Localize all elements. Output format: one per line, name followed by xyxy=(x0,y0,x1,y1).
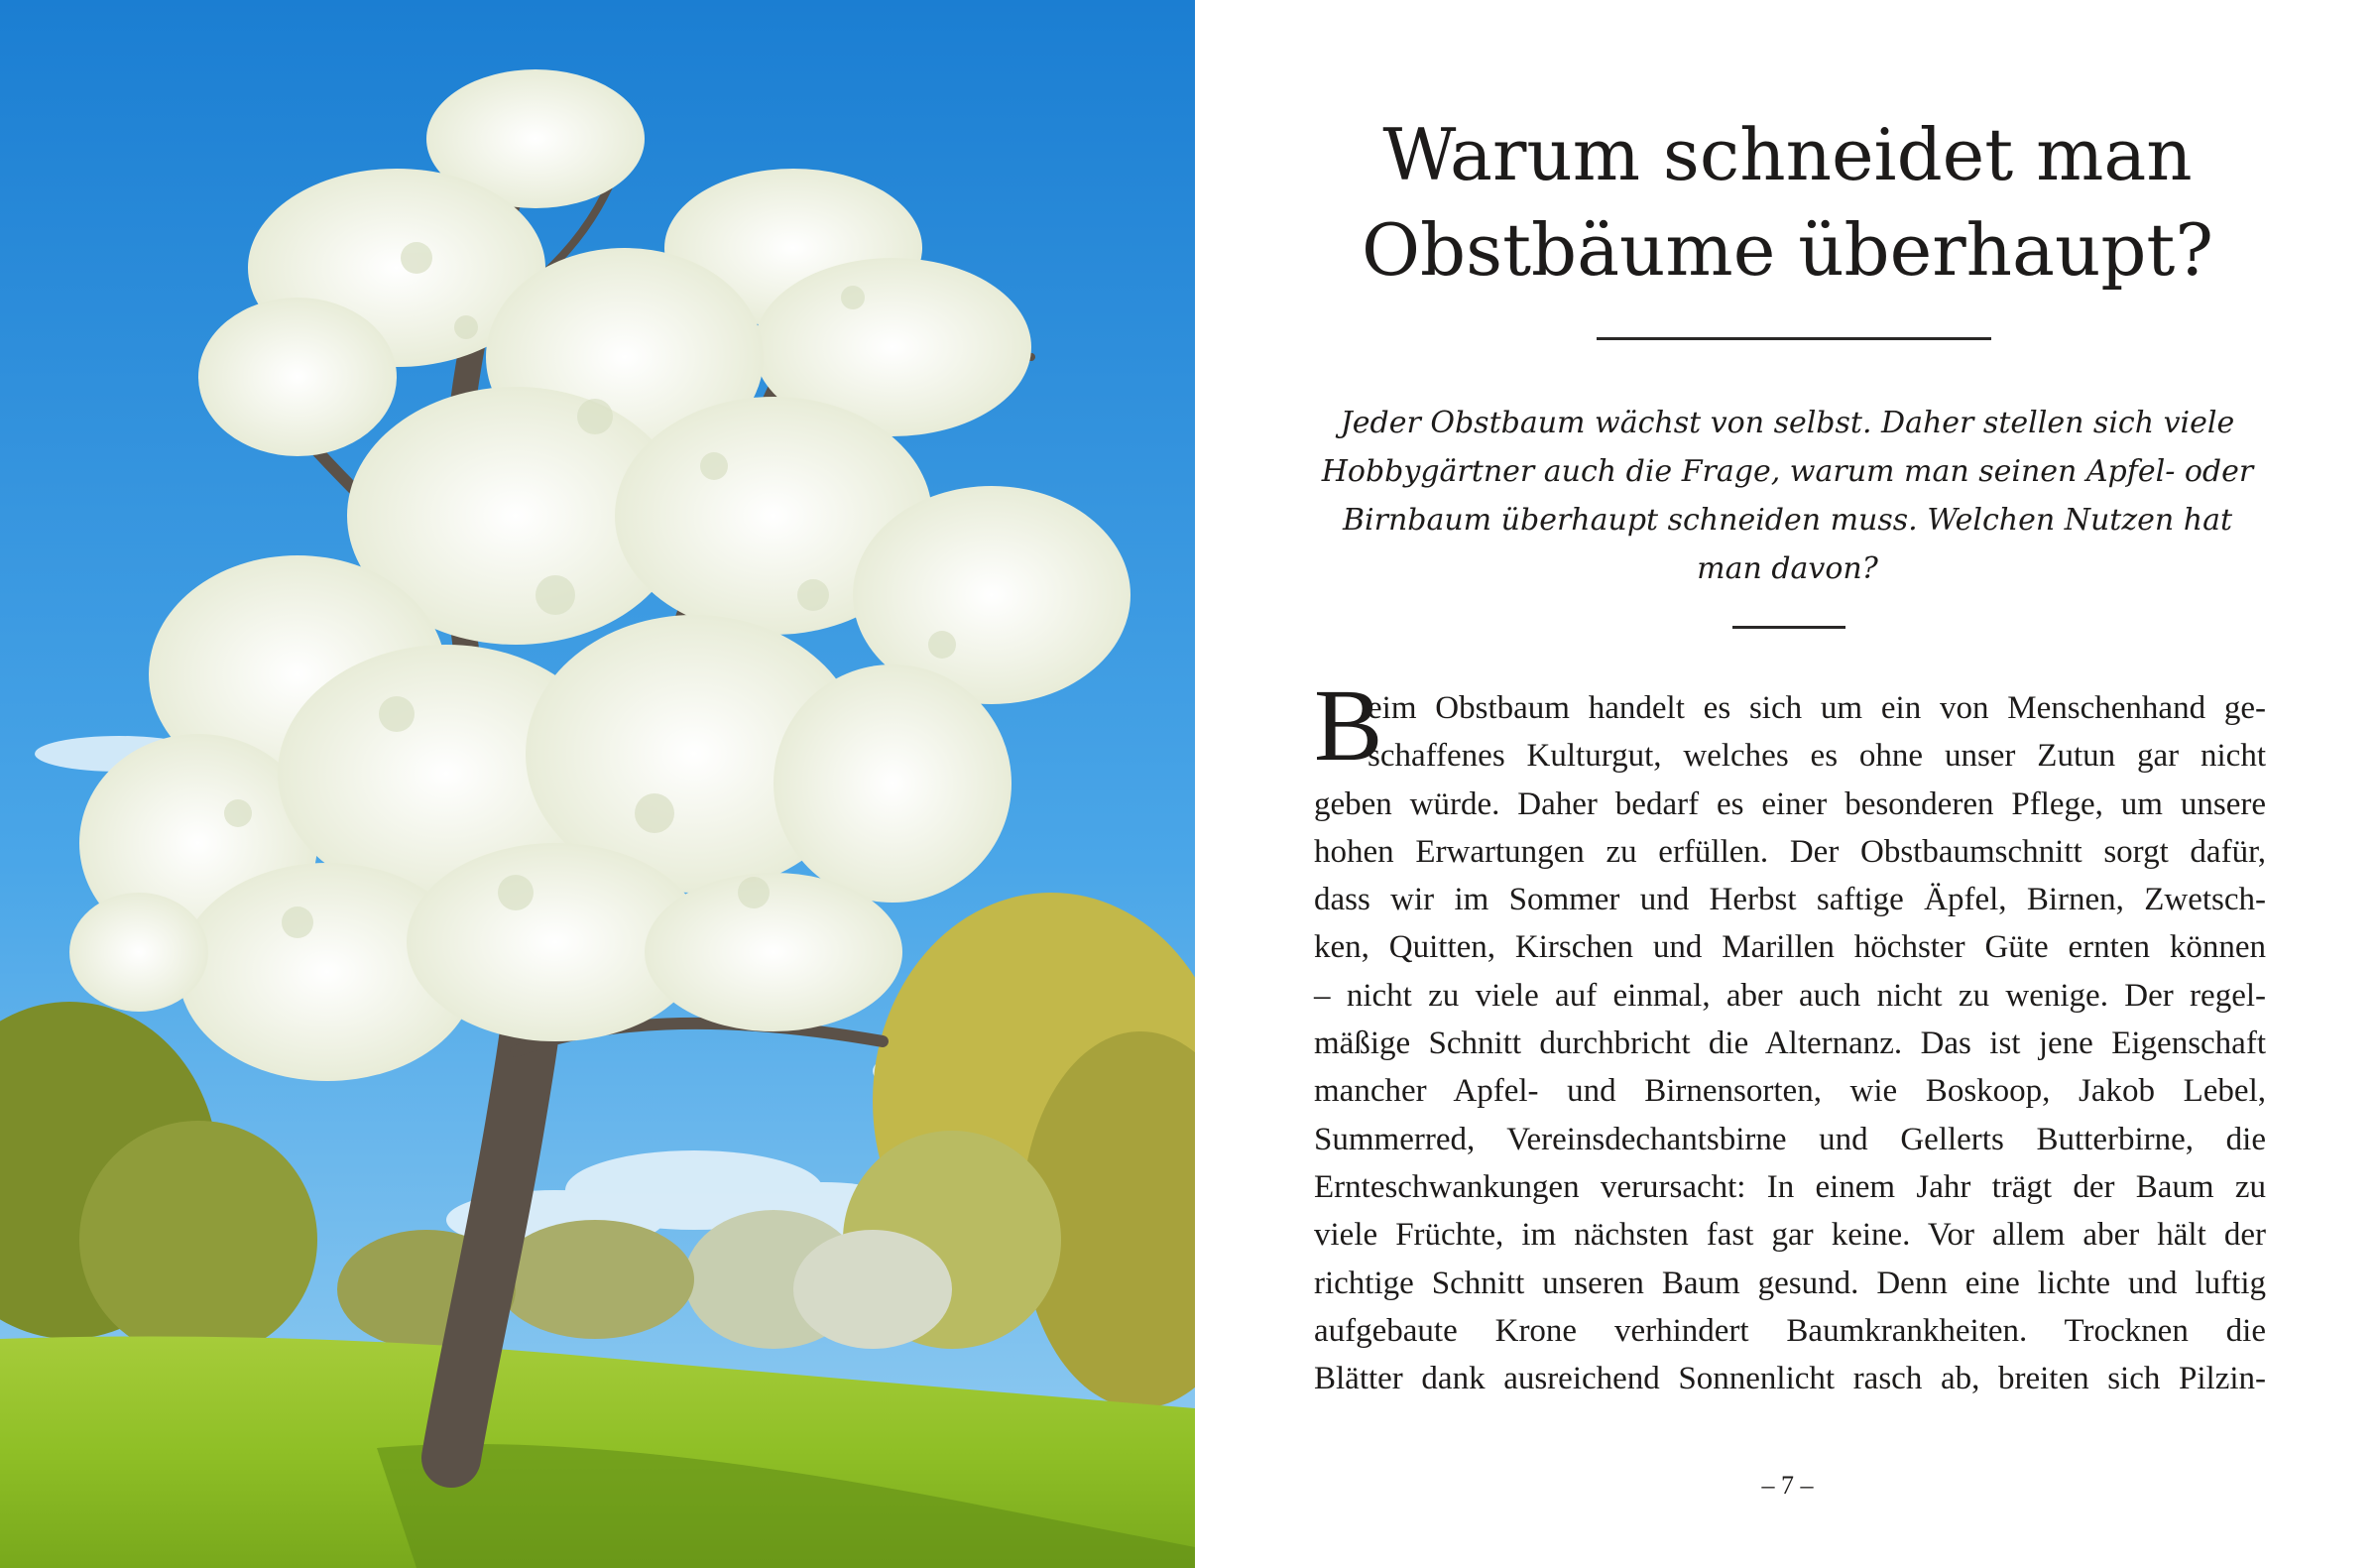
title-line-2: Obstbäume überhaupt? xyxy=(1362,208,2213,292)
body-line: mäßige Schnitt durchbricht die Alternanz. Das ist jene Eigenschaft xyxy=(1314,1025,2266,1062)
body-line: richtige Schnitt unseren Baum gesund. Denn eine lichte und luftig xyxy=(1314,1265,2266,1301)
body-line: viele Früchte, im nächsten fast gar keine. Vor allem aber hält der xyxy=(1314,1217,2266,1254)
body-line: dass wir im Sommer und Herbst saftige Äpfel, Birnen, Zwetsch- xyxy=(1314,882,2266,918)
body-line: geben würde. Daher bedarf es einer besonderen Pflege, um unsere xyxy=(1314,785,2266,822)
body-line: Blätter dank ausreichend Sonnenlicht rasch ab, breiten sich Pilzin- xyxy=(1314,1361,2266,1397)
lead-line-3: Birnbaum überhaupt schneiden muss. Welchen Nutzen hat xyxy=(1342,503,2233,538)
body-line: eim Obstbaum handelt es sich um ein von Menschenhand ge- xyxy=(1368,690,2266,726)
title-line-1: Warum schneidet man xyxy=(1382,113,2193,196)
page-number: – 7 – xyxy=(1761,1471,1814,1500)
body-line: – nicht zu viele auf einmal, aber auch nicht zu wenige. Der regel- xyxy=(1314,977,2266,1014)
body-text xyxy=(1314,684,2266,1402)
lead-divider xyxy=(1732,626,1845,629)
lead-line-1: Jeder Obstbaum wächst von selbst. Daher stellen sich viele xyxy=(1340,406,2235,440)
drop-cap: B xyxy=(1314,668,1383,783)
lead-line-2: Hobbygärtner auch die Frage, warum man seinen Apfel- oder xyxy=(1321,454,2254,489)
body-line: aufgebaute Krone verhindert Baumkrankheiten. Trocknen die xyxy=(1314,1312,2266,1349)
body-line: mancher Apfel- und Birnensorten, wie Boskoop, Jakob Lebel, xyxy=(1314,1073,2266,1110)
body-line: ken, Quitten, Kirschen und Marillen höchster Güte ernten können xyxy=(1314,929,2266,966)
body-line: Ernteschwankungen verursacht: In einem Jahr trägt der Baum zu xyxy=(1314,1168,2266,1205)
page-title xyxy=(1254,107,2320,298)
body-line: schaffenes Kulturgut, welches es ohne unser Zutun gar nicht xyxy=(1368,738,2266,775)
text-page xyxy=(1195,0,2380,1568)
lead-paragraph xyxy=(1319,399,2256,593)
title-divider xyxy=(1597,337,1991,340)
lead-line-4: man davon? xyxy=(1697,551,1878,586)
body-line: hohen Erwartungen zu erfüllen. Der Obstbaumschnitt sorgt dafür, xyxy=(1314,833,2266,870)
body-line: Summerred, Vereinsdechantsbirne und Gellerts Butterbirne, die xyxy=(1314,1121,2266,1157)
